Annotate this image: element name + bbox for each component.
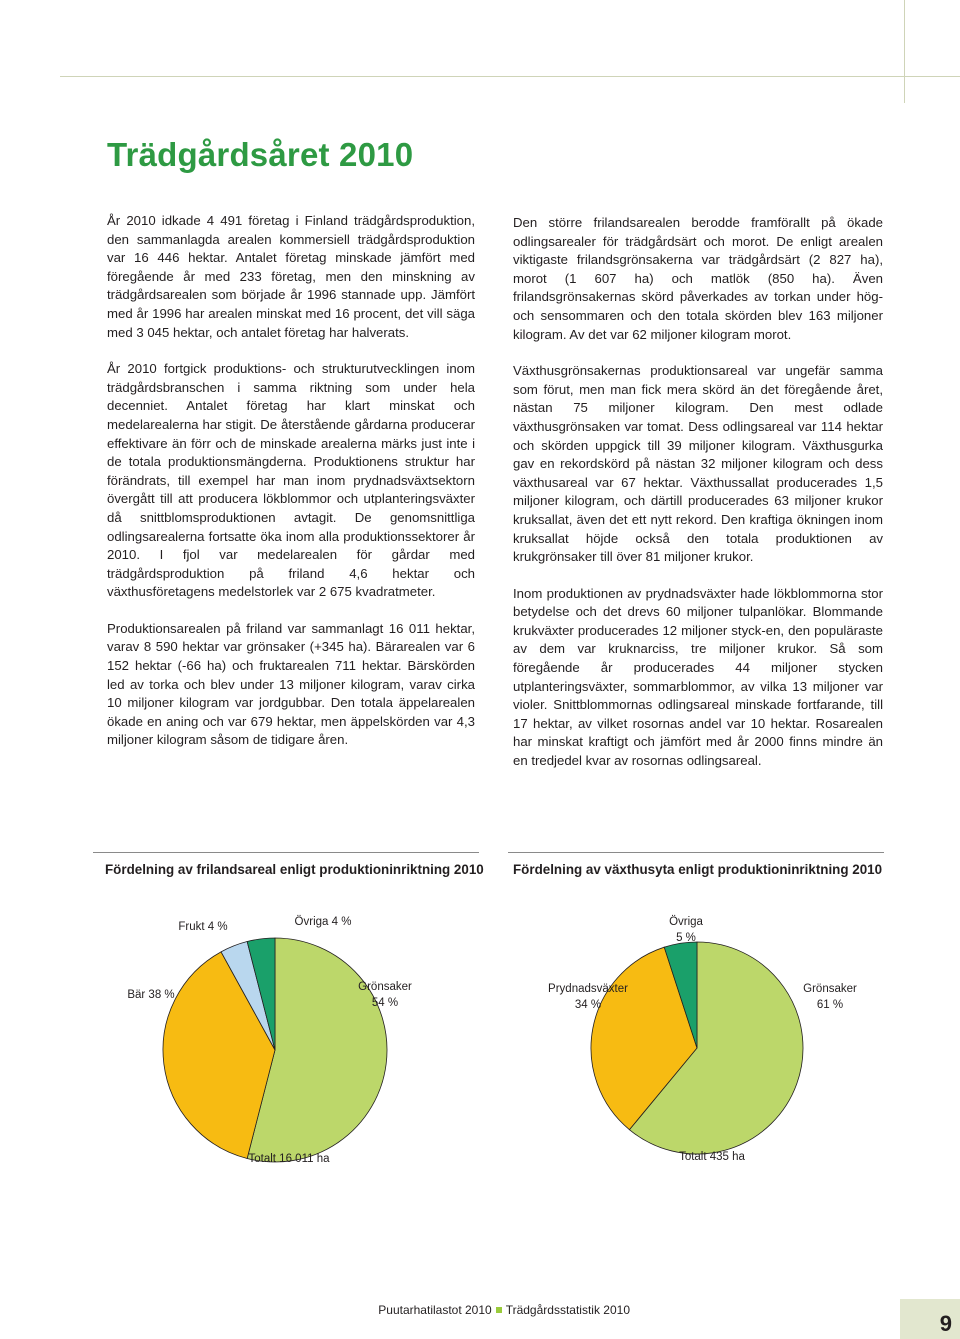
chart-rule	[93, 852, 479, 853]
paragraph: Växthusgrönsakernas produktionsareal var ungefär samma som förut, men man fick mera skörd än det föregående året, nästan 75 miljoner kilogram. Den mest odlade växthusgrönsaken var tomat. Dess odlingsareal var 114 hektar och skörden uppgick till 39 miljoner kilogram. Växthusgurka gav en rekordskörd på nästan 32 miljoner kilogram och dess växthusareal var 67 hektar. Växthussallat producerades 1,5 miljoner kilogram, och därtill producerades 63 miljoner krukor kruksallat, även det ett nytt rekord. Den kraftiga ökningen inom kruksallat höjde också den totala produktionen av krukgrönsaker till över 81 miljoner krukor.	[513, 363, 883, 565]
paragraph: Produktionsarealen på friland var sammanlagt 16 011 hektar, varav 8 590 hektar var grönsaker (+345 ha). Bärarealen var 6 152 hektar (-66 ha) och fruktarealen 711 hektar. Bärskörden led av torka och blev under 13 miljoner kilogram, varav cirka 10 miljoner kilogram var jordgubbar. Den totala äppelarealen ökade en aning och var 679 hektar, men äppelskörden var 4,3 miljoner kilogram såsom de tidigare åren.	[107, 620, 475, 748]
footer-separator-icon	[496, 1307, 502, 1313]
paragraph: Den större frilandsarealen berodde framförallt på ökade odlingsarealer för trädgårdsärt och morot. De enligt arealen viktigaste frilandsgrönsakerna var trädgårdsärt (2 827 ha), morot (1 607 ha) och matlök (850 ha). Även frilandsgrönsakernas skörd påverkades av torkan under hög- och sensommaren och den totala skörden blev 163 miljoner kilogram. Av det var 62 miljoner kilogram morot.	[513, 215, 883, 342]
chart-title: Fördelning av växthusyta enligt produktioninriktning 2010	[513, 862, 883, 877]
header-rule	[60, 76, 960, 77]
left-column	[107, 212, 475, 768]
pie-chart-vaxthusyta	[505, 880, 895, 1163]
slice-label: Frukt 4 %	[178, 921, 228, 933]
slice-percent-label: 34 %	[574, 999, 602, 1011]
slice-label: Grönsaker	[358, 981, 412, 993]
footer-right: Trädgårdsstatistik 2010	[505, 1303, 630, 1317]
slice-label: Övriga	[669, 916, 703, 928]
slice-percent-label: 5 %	[676, 932, 696, 944]
slice-percent-label: 54 %	[371, 997, 399, 1009]
slice-label: Grönsaker	[803, 983, 857, 995]
footer-left: Puutarhatilastot 2010	[378, 1303, 492, 1317]
slice-label: Bär 38 %	[127, 989, 175, 1001]
footer	[378, 1303, 630, 1317]
chart-total-label: Totalt 16 011 ha	[248, 1153, 330, 1165]
pie-chart-frilandsareal	[93, 880, 483, 1165]
paragraph: År 2010 idkade 4 491 företag i Finland trädgårdsproduktion, den sammanlagda arealen kommersiell trädgårdsproduktion var 16 446 hektar. Antalet företag minskade jämfört med föregående år med 233 företag, men den minskning av trädgårdsarealen som började år 1996 stannade upp. Jämfört med år 1996 har arealen minskat med 16 procent, det vill säga med 3 045 hektar, och antalet företag har halverats.	[107, 213, 475, 340]
slice-percent-label: 61 %	[816, 999, 844, 1011]
right-column	[513, 214, 883, 789]
paragraph: År 2010 fortgick produktions- och strukturutvecklingen inom trädgårdsbranschen i samma riktning som under hela decenniet. Antalet företag har klart minskat och medelarealerna har stigit. De återstående gårdarna producerar effektivare än förr och de minskade arealerna märks just inte i de totala produktionsmängderna. Produktionens struktur har förändrats, till exempel har man inom prydnadsväxtsektorn övergått till att producera lökblommor och utplanteringsväxter då snittblomsproduktionen avtagit. De genomsnittliga odlingsarealerna fortsatte öka inom alla produktionssektorer år 2010. I fjol var medelarealen för gårdar med trädgårdsproduktion på friland 4,6 hektar och växthusföretagens medelstorlek var 2 675 kvadratmeter.	[107, 361, 475, 600]
paragraph: Inom produktionen av prydnadsväxter hade lökblommorna stor betydelse och det drevs 60 miljoner tulpanlökar. Blommande krukväxter producerades 12 miljoner styck-en, den populäraste av dem var kruknarciss, tre miljoner krukor. Så som föregående år producerades 44 miljoner stycken utplanteringsväxter, sommarblommor, av vilka 13 miljoner var violer. Snittblommornas odlingsareal minskade fortfarande, till 17 hektar, av vilket rosornas andel var 10 hektar. Rosarealen har minskat kraftigt och jämfört med år 2000 finns mindre än en tredjedel kvar av rosornas odlingsareal.	[513, 585, 883, 769]
slice-label: Prydnadsväxter	[548, 983, 628, 995]
chart-rule	[508, 852, 884, 853]
chart-title: Fördelning av frilandsareal enligt produktioninriktning 2010	[105, 862, 484, 877]
slice-label: Övriga 4 %	[294, 916, 352, 928]
chart-total-label: Totalt 435 ha	[679, 1151, 745, 1163]
page-title: Trädgårdsåret 2010	[107, 136, 414, 173]
header-vertical-rule	[904, 0, 905, 103]
page-number: 9	[939, 1311, 952, 1336]
